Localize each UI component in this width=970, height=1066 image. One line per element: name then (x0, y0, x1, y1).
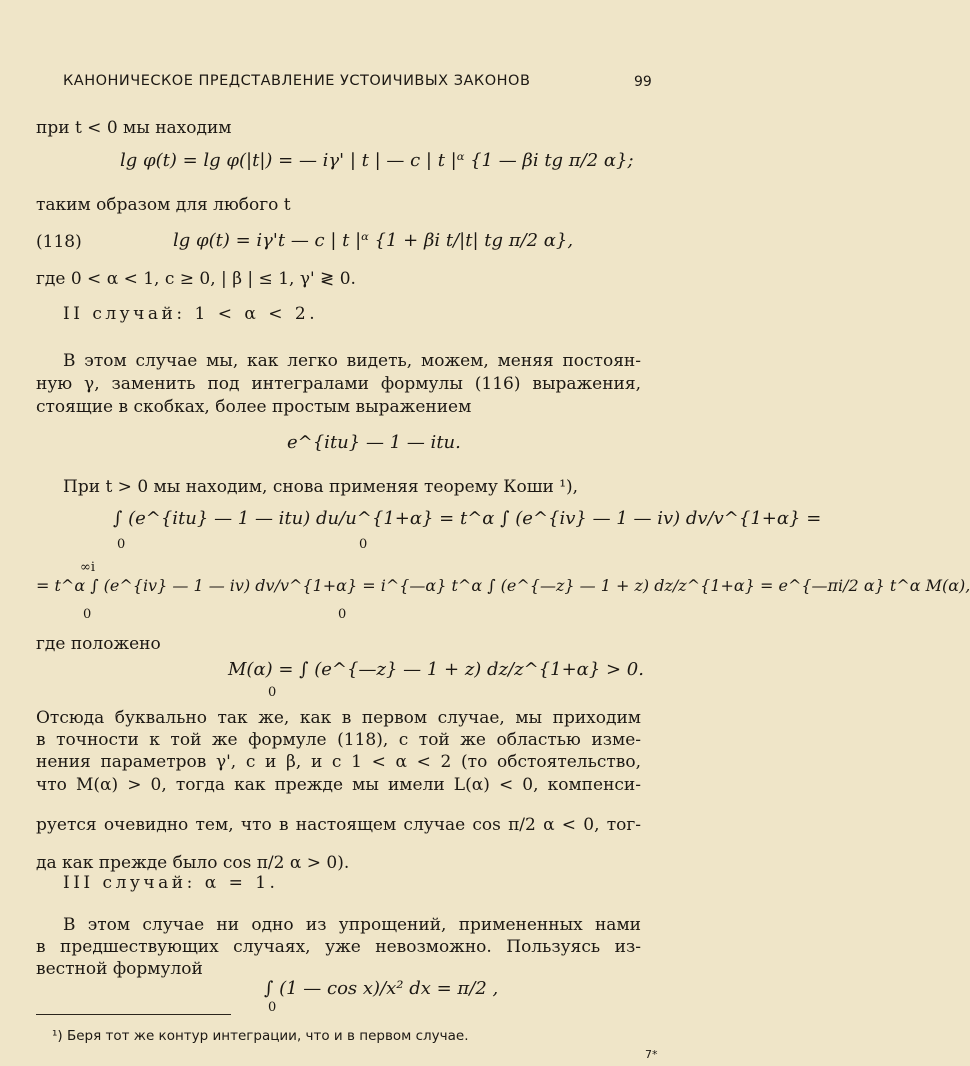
text-line: таким образом для любого t (36, 195, 291, 215)
text-line: где 0 < α < 1, c ≥ 0, | β | ≤ 1, γ' ≷ 0. (36, 269, 356, 289)
formula-cos-integral: ∫ (1 — cos x)/x² dx = π/2 , (264, 978, 499, 999)
text-line: где положено (36, 634, 161, 654)
formula-118: lg φ(t) = iγ't — c | t |ᵅ {1 + βi t/|t| tg π/2 α}, (173, 230, 574, 251)
running-header: КАНОНИЧЕСКОЕ ПРЕДСТАВЛЕНИЕ УСТОИЧИВЫХ ЗАКОНОВ (63, 73, 531, 89)
paragraph-line: При t > 0 мы находим, снова применяя теорему Коши ¹), (63, 477, 579, 497)
case-heading: II случай: 1 < α < 2. (63, 304, 319, 324)
integral-lower-limit: 0 (338, 607, 347, 622)
page-number: 99 (634, 74, 652, 90)
equation-number: (118) (36, 232, 82, 252)
paragraph-line: нения параметров γ', c и β, и с 1 < α < 2 (то обстоятельство, (36, 752, 641, 772)
paragraph-line: ную γ, заменить под интегралами формулы (116) выражения, (36, 374, 641, 394)
footnote: ¹) Беря тот же контур интеграции, что и в первом случае. (52, 1028, 469, 1044)
paragraph-line: руется очевидно тем, что в настоящем случае cos π/2 α < 0, тог- (36, 815, 641, 835)
text-line: при t < 0 мы находим (36, 118, 232, 138)
formula-lg-phi-negative-t: lg φ(t) = lg φ(|t|) = — iγ' | t | — c | t |ᵅ {1 — βi tg π/2 α}; (120, 150, 634, 171)
paragraph-line: в предшествующих случаях, уже невозможно. Пользуясь из- (36, 937, 641, 957)
integral-lower-limit: 0 (117, 537, 126, 552)
footnote-rule (36, 1014, 231, 1015)
case-heading: III случай: α = 1. (63, 873, 279, 893)
integral-lower-limit: 0 (83, 607, 92, 622)
integral-lower-limit: 0 (268, 1000, 277, 1015)
formula-cauchy-integral-2: = t^α ∫ (e^{iv} — 1 — iv) dv/v^{1+α} = i^{—α} t^α ∫ (e^{—z} — 1 + z) dz/z^{1+α} = e^{—πi/2 α} t^α M(α), (36, 576, 970, 595)
formula-M-alpha: M(α) = ∫ (e^{—z} — 1 + z) dz/z^{1+α} > 0. (228, 659, 644, 680)
paragraph-line: В этом случае ни одно из упрощений, примененных нами (63, 915, 641, 935)
paragraph-line: стоящие в скобках, более простым выражением (36, 397, 472, 417)
integral-lower-limit: 0 (268, 685, 277, 700)
integral-upper-limit: ∞i (80, 560, 95, 575)
paragraph-line: В этом случае мы, как легко видеть, можем, меняя постоян- (63, 351, 641, 371)
signature-mark: 7* (645, 1048, 658, 1061)
integral-lower-limit: 0 (359, 537, 368, 552)
paragraph-line: Отсюда буквально так же, как в первом случае, мы приходим (36, 708, 641, 728)
paragraph-line: в точности к той же формуле (118), с той же областью изме- (36, 730, 641, 750)
paragraph-line: да как прежде было cos π/2 α > 0). (36, 853, 350, 873)
formula-expression: e^{itu} — 1 — itu. (287, 432, 461, 453)
paragraph-line: вестной формулой (36, 959, 203, 979)
formula-cauchy-integral-1: ∫ (e^{itu} — 1 — itu) du/u^{1+α} = t^α ∫ (e^{iv} — 1 — iv) dv/v^{1+α} = (113, 508, 822, 529)
paragraph-line: что M(α) > 0, тогда как прежде мы имели L(α) < 0, компенси- (36, 775, 641, 795)
